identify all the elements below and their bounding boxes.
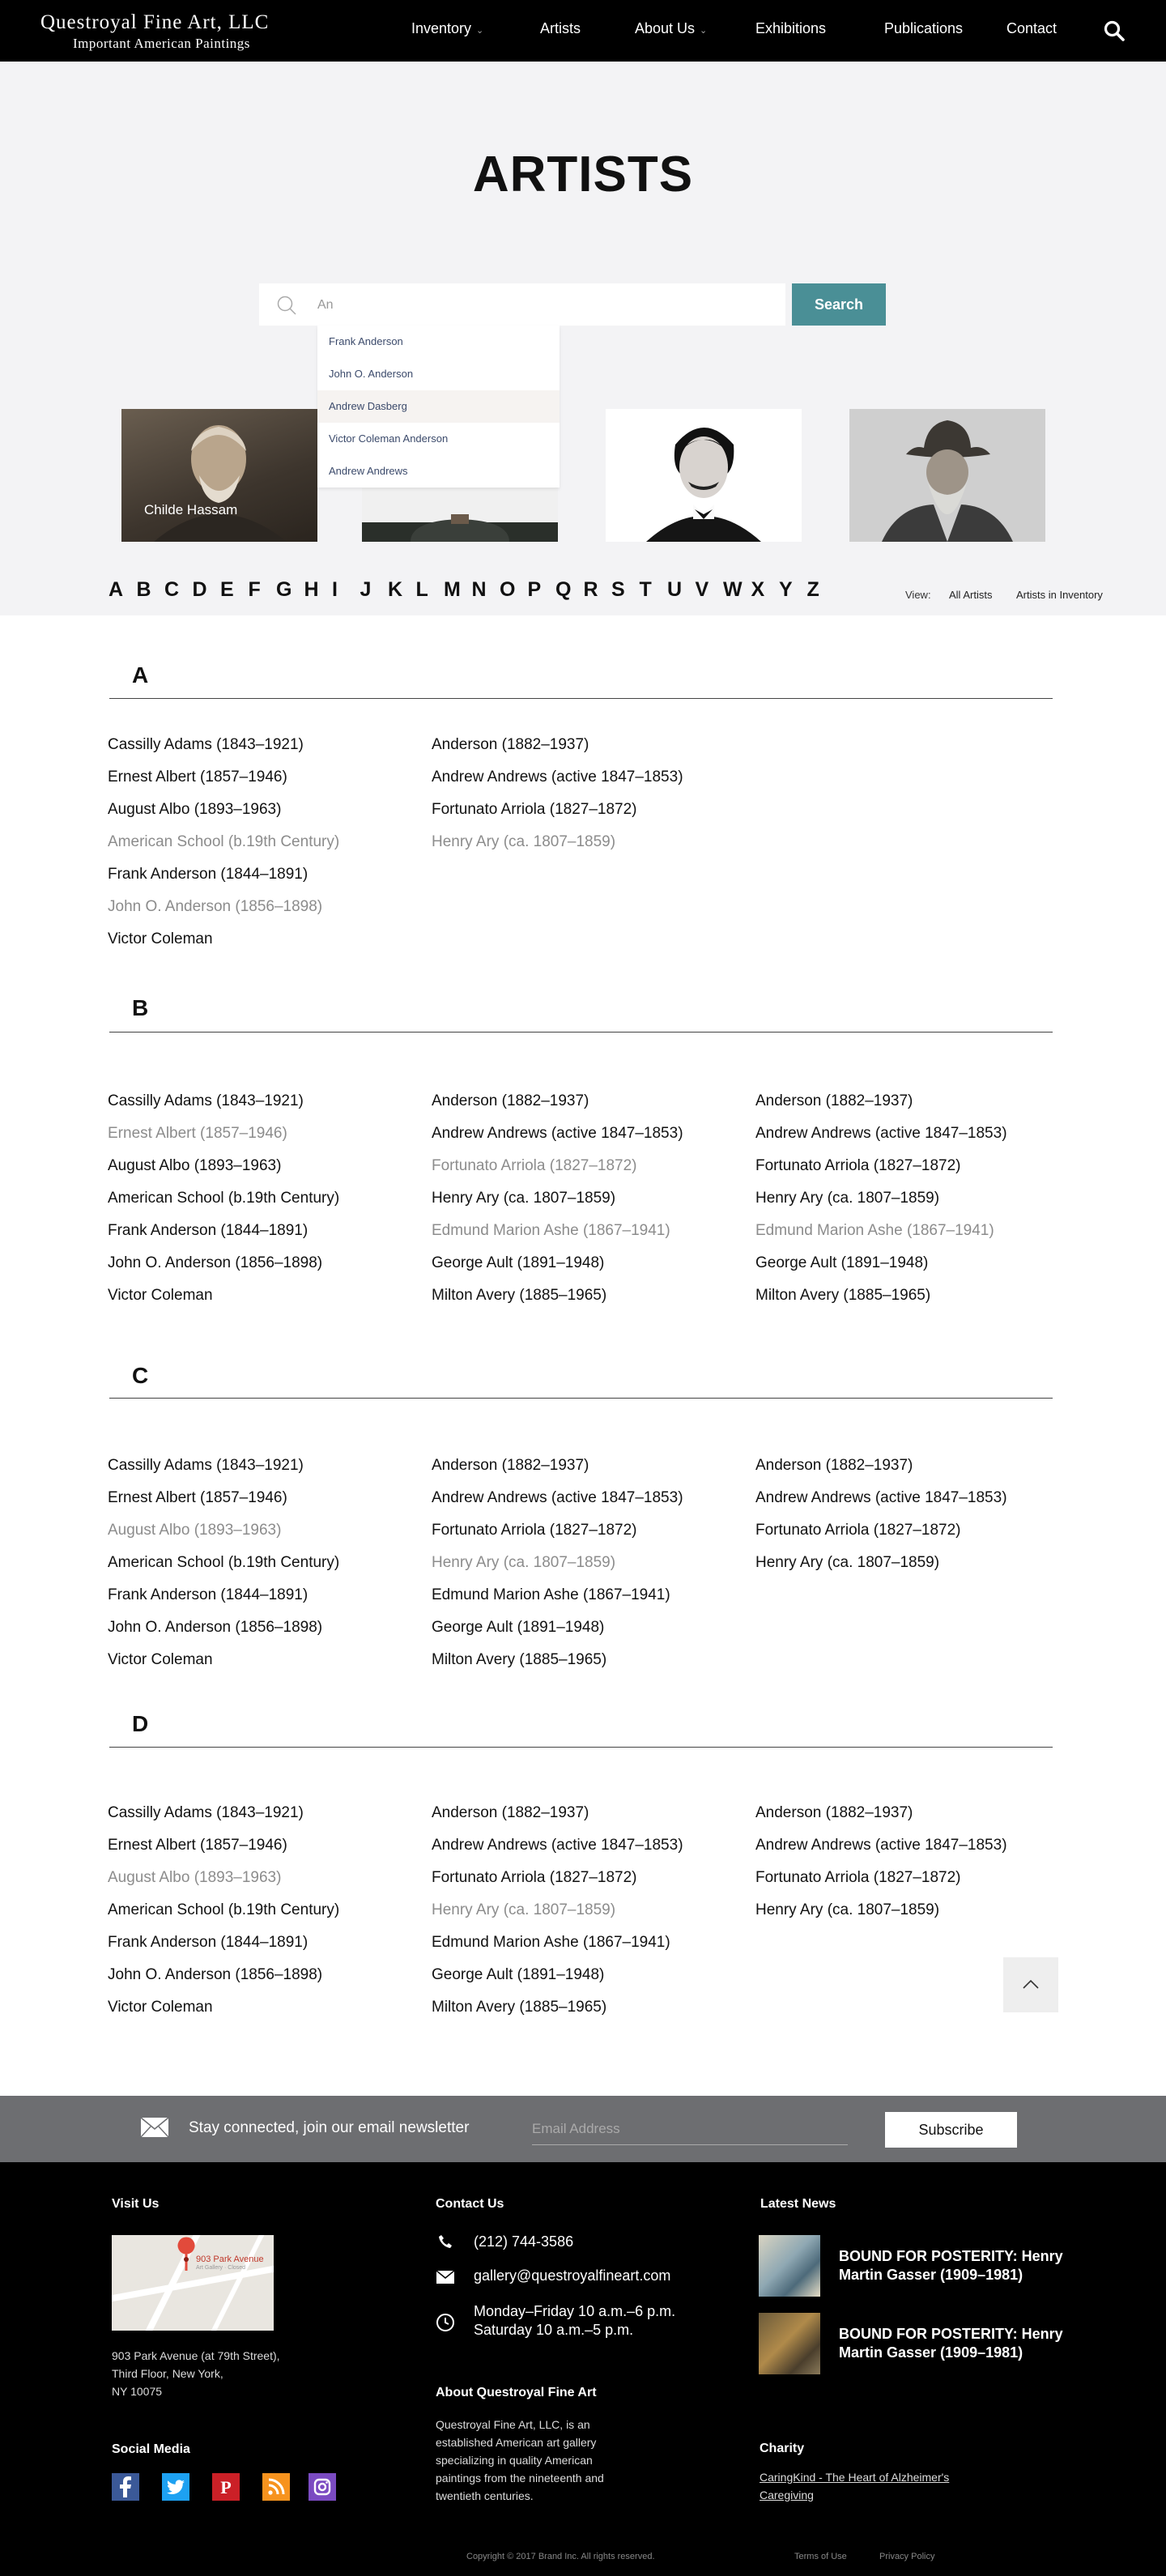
featured-artist-card[interactable] [606,409,802,542]
section-letter-heading: D [132,1711,149,1736]
artist-link[interactable]: Frank Anderson (1844–1891) [108,1586,309,1603]
latest-news-heading: Latest News [760,2197,836,2211]
section-divider [109,1747,1053,1748]
alphabet-letter-f[interactable]: F [248,578,261,601]
view-artists-in-inventory[interactable]: Artists in Inventory [1016,589,1103,601]
news-thumbnail[interactable] [759,2313,820,2374]
artist-link[interactable]: Frank Anderson (1844–1891) [108,1934,309,1951]
artist-link[interactable]: Fortunato Arriola (1827–1872) [432,1157,637,1174]
artist-link[interactable]: Henry Ary (ca. 1807–1859) [755,1554,940,1571]
alphabet-letter-j[interactable]: J [360,578,372,601]
section-divider [109,698,1053,699]
artist-link[interactable]: Edmund Marion Ashe (1867–1941) [432,1586,670,1603]
map-graphic [112,2235,274,2331]
artist-link[interactable]: Frank Anderson (1844–1891) [108,1222,309,1239]
artist-link[interactable]: American School (b.19th Century) [108,1554,340,1571]
suggestion-item[interactable]: Andrew Dasberg [317,390,560,423]
nav-exhibitions[interactable]: Exhibitions [755,20,827,36]
artist-link[interactable]: Victor Coleman [108,1651,213,1668]
artist-link[interactable]: George Ault (1891–1948) [432,1619,605,1636]
alphabet-letter-i[interactable]: I [332,578,338,601]
artist-link[interactable]: George Ault (1891–1948) [432,1254,605,1271]
artist-link[interactable]: Cassilly Adams (1843–1921) [108,1092,304,1109]
artist-link[interactable]: Fortunato Arriola (1827–1872) [755,1522,961,1539]
artist-link[interactable]: Edmund Marion Ashe (1867–1941) [432,1934,670,1951]
newsletter-text: Stay connected, join our email newsletter [189,2119,470,2136]
artist-link[interactable]: Milton Avery (1885–1965) [755,1287,931,1304]
artist-link[interactable]: Anderson (1882–1937) [432,736,589,753]
artist-link[interactable]: Milton Avery (1885–1965) [432,1651,607,1668]
artist-link[interactable]: Henry Ary (ca. 1807–1859) [755,1901,940,1918]
hours-saturday: Saturday 10 a.m.–5 p.m. [474,2322,634,2338]
back-to-top-button[interactable] [1003,1957,1058,2012]
artist-link[interactable]: Cassilly Adams (1843–1921) [108,736,304,753]
artist-link[interactable]: Anderson (1882–1937) [755,1804,913,1821]
about-text: Questroyal Fine Art, LLC, is an established American art gallery specializing in quality American paintings from the nineteenth and twentieth centuries. [436,2418,604,2502]
location-map[interactable] [112,2235,274,2331]
suggestion-item[interactable]: Victor Coleman Anderson [329,432,449,445]
clock-icon [436,2313,455,2332]
alphabet-letter-a[interactable]: A [109,578,124,601]
section-divider [109,1032,1053,1033]
artist-link[interactable]: Fortunato Arriola (1827–1872) [432,1522,637,1539]
email-link[interactable]: gallery@questroyalfineart.com [474,2267,671,2284]
map-sublabel: Art Gallery · Closed [196,2265,246,2271]
artist-link[interactable]: Henry Ary (ca. 1807–1859) [432,1901,616,1918]
artist-link[interactable]: George Ault (1891–1948) [432,1966,605,1983]
alphabet-letter-t[interactable]: T [639,578,652,601]
artist-link[interactable]: Andrew Andrews (active 1847–1853) [432,769,683,786]
alphabet-letter-r[interactable]: R [583,578,598,601]
artist-link[interactable]: Milton Avery (1885–1965) [432,1287,607,1304]
search-icon [275,294,298,317]
featured-artist-card[interactable] [849,409,1045,542]
artist-link[interactable]: August Albo (1893–1963) [108,1522,282,1539]
artist-portrait [849,409,1045,542]
phone-icon [437,2233,453,2250]
artist-link[interactable]: American School (b.19th Century) [108,1190,340,1207]
instagram-icon[interactable] [309,2473,336,2501]
search-button[interactable]: Search [792,283,886,326]
page-title: ARTISTS [472,147,694,202]
view-label: View: [905,589,931,601]
artist-search-input[interactable] [317,294,771,317]
artist-link[interactable]: Andrew Andrews (active 1847–1853) [432,1489,683,1506]
suggestion-item[interactable]: Andrew Andrews [329,465,408,477]
view-all-artists[interactable]: All Artists [949,589,993,601]
contact-us-heading: Contact Us [436,2197,504,2211]
artist-portrait [121,409,317,542]
artist-link[interactable]: Anderson (1882–1937) [432,1804,589,1821]
artist-link[interactable]: Andrew Andrews (active 1847–1853) [755,1837,1007,1854]
alphabet-letter-c[interactable]: C [164,578,180,601]
artist-link[interactable]: Cassilly Adams (1843–1921) [108,1457,304,1474]
logo-name[interactable]: Questroyal Fine Art, LLC [40,11,270,33]
copyright: Copyright © 2017 Brand Inc. All rights reserved. [466,2552,655,2561]
alphabet-letter-b[interactable]: B [136,578,151,601]
artist-link[interactable]: Milton Avery (1885–1965) [432,1999,607,2016]
artist-link[interactable]: Ernest Albert (1857–1946) [108,769,287,786]
artist-link[interactable]: Anderson (1882–1937) [432,1457,589,1474]
featured-artist-name: Childe Hassam [144,502,238,517]
email-icon [436,2271,454,2284]
envelope-icon [140,2117,169,2138]
artist-link[interactable]: Andrew Andrews (active 1847–1853) [432,1837,683,1854]
search-icon[interactable] [1103,19,1126,42]
alphabet-letter-n[interactable]: N [471,578,487,601]
alphabet-letter-l[interactable]: L [415,578,428,601]
section-letter-heading: B [132,995,149,1020]
chevron-down-icon: ⌄ [476,26,484,36]
phone-number[interactable]: (212) 744-3586 [474,2233,574,2250]
artist-link[interactable]: Ernest Albert (1857–1946) [108,1837,287,1854]
artist-link[interactable]: Fortunato Arriola (1827–1872) [432,1869,637,1886]
artist-link[interactable]: Henry Ary (ca. 1807–1859) [432,1554,616,1571]
address: 903 Park Avenue (at 79th Street), Third Floor, New York, NY 10075 [112,2349,280,2398]
artist-link[interactable]: Edmund Marion Ashe (1867–1941) [755,1222,994,1239]
privacy-link[interactable]: Privacy Policy [879,2552,935,2561]
nav-contact[interactable]: Contact [1006,20,1057,36]
about-heading: About Questroyal Fine Art [436,2386,597,2399]
artist-link[interactable]: August Albo (1893–1963) [108,1157,282,1174]
alphabet-letter-v[interactable]: V [695,578,709,601]
suggestion-item[interactable]: John O. Anderson [329,368,414,380]
artist-link[interactable]: Henry Ary (ca. 1807–1859) [755,1190,940,1207]
artist-link[interactable]: Fortunato Arriola (1827–1872) [755,1157,961,1174]
search-suggestions [317,326,560,488]
artist-link[interactable]: Victor Coleman [108,930,213,947]
artist-link[interactable]: Fortunato Arriola (1827–1872) [755,1869,961,1886]
artist-link[interactable]: Anderson (1882–1937) [755,1457,913,1474]
alphabet-letter-y[interactable]: Y [779,578,793,601]
artist-link[interactable]: Victor Coleman [108,1287,213,1304]
artist-link[interactable]: John O. Anderson (1856–1898) [108,1619,323,1636]
charity-link[interactable]: CaringKind - The Heart of Alzheimer's Caregiving [760,2471,950,2501]
artist-link[interactable]: Fortunato Arriola (1827–1872) [432,801,637,818]
artist-portrait [606,409,802,542]
alphabet-letter-h[interactable]: H [304,578,319,601]
alphabet-letter-q[interactable]: Q [555,578,572,601]
artist-link[interactable]: Ernest Albert (1857–1946) [108,1489,287,1506]
visit-us-heading: Visit Us [112,2197,160,2211]
twitter-icon[interactable] [162,2473,189,2501]
artist-link[interactable]: Edmund Marion Ashe (1867–1941) [432,1222,670,1239]
map-label: 903 Park Avenue [196,2255,264,2264]
nav-inventory[interactable]: Inventory ⌄ [411,20,484,36]
subscribe-button[interactable]: Subscribe [885,2112,1017,2148]
alphabet-letter-p[interactable]: P [527,578,542,601]
artist-link[interactable]: American School (b.19th Century) [108,1901,340,1918]
alphabet-letter-o[interactable]: O [500,578,516,601]
artist-link[interactable]: Ernest Albert (1857–1946) [108,1125,287,1142]
terms-link[interactable]: Terms of Use [794,2552,847,2561]
artist-link[interactable]: Andrew Andrews (active 1847–1853) [755,1125,1007,1142]
news-item-title[interactable]: BOUND FOR POSTERITY: Henry Martin Gasser (1909–1981) [839,2326,1063,2361]
alphabet-letter-k[interactable]: K [388,578,403,601]
alphabet-letter-w[interactable]: W [723,578,743,601]
featured-artist-card[interactable] [121,409,317,542]
artist-link[interactable]: John O. Anderson (1856–1898) [108,1254,323,1271]
artist-link[interactable]: George Ault (1891–1948) [755,1254,929,1271]
artist-link[interactable]: Victor Coleman [108,1999,213,2016]
hours-weekday: Monday–Friday 10 a.m.–6 p.m. [474,2303,676,2319]
nav-publications[interactable]: Publications [884,20,964,36]
logo-tagline[interactable]: Important American Paintings [73,36,250,51]
rss-icon[interactable] [262,2473,290,2501]
charity-heading: Charity [760,2442,805,2455]
nav-artists[interactable]: Artists [540,20,581,36]
artist-link[interactable]: Anderson (1882–1937) [432,1092,589,1109]
artist-link[interactable]: Andrew Andrews (active 1847–1853) [755,1489,1007,1506]
social-media-heading: Social Media [112,2442,190,2456]
email-field[interactable] [532,2113,848,2145]
svg-text:P: P [220,2477,232,2497]
alphabet-letter-d[interactable]: D [192,578,207,601]
artist-link[interactable]: Henry Ary (ca. 1807–1859) [432,1190,616,1207]
artist-link[interactable]: Andrew Andrews (active 1847–1853) [432,1125,683,1142]
section-letter-heading: A [132,662,149,688]
alphabet-letter-g[interactable]: G [276,578,292,601]
alphabet-letter-z[interactable]: Z [806,578,819,601]
alphabet-letter-s[interactable]: S [611,578,625,601]
artist-link[interactable]: Anderson (1882–1937) [755,1092,913,1109]
alphabet-letter-x[interactable]: X [751,578,765,601]
alphabet-letter-m[interactable]: M [444,578,461,601]
section-letter-heading: C [132,1363,149,1388]
facebook-icon[interactable] [112,2473,139,2501]
artist-link[interactable]: John O. Anderson (1856–1898) [108,1966,323,1983]
alphabet-letter-e[interactable]: E [220,578,234,601]
alphabet-letter-u[interactable]: U [667,578,683,601]
nav-about-us[interactable]: About Us ⌄ [635,20,708,36]
section-divider [109,1398,1053,1399]
artist-link[interactable]: American School (b.19th Century) [108,833,340,850]
news-item-title[interactable]: BOUND FOR POSTERITY: Henry Martin Gasser (1909–1981) [839,2248,1063,2283]
artist-link[interactable]: August Albo (1893–1963) [108,801,282,818]
pinterest-icon[interactable] [212,2473,240,2501]
artist-link[interactable]: Cassilly Adams (1843–1921) [108,1804,304,1821]
artist-link[interactable]: John O. Anderson (1856–1898) [108,898,323,915]
artist-link[interactable]: August Albo (1893–1963) [108,1869,282,1886]
chevron-up-icon [1003,1957,1058,2012]
artist-link[interactable]: Frank Anderson (1844–1891) [108,866,309,883]
artist-link[interactable]: Henry Ary (ca. 1807–1859) [432,833,616,850]
news-thumbnail[interactable] [759,2235,820,2297]
suggestion-item[interactable]: Frank Anderson [329,335,403,347]
chevron-down-icon: ⌄ [700,26,708,36]
